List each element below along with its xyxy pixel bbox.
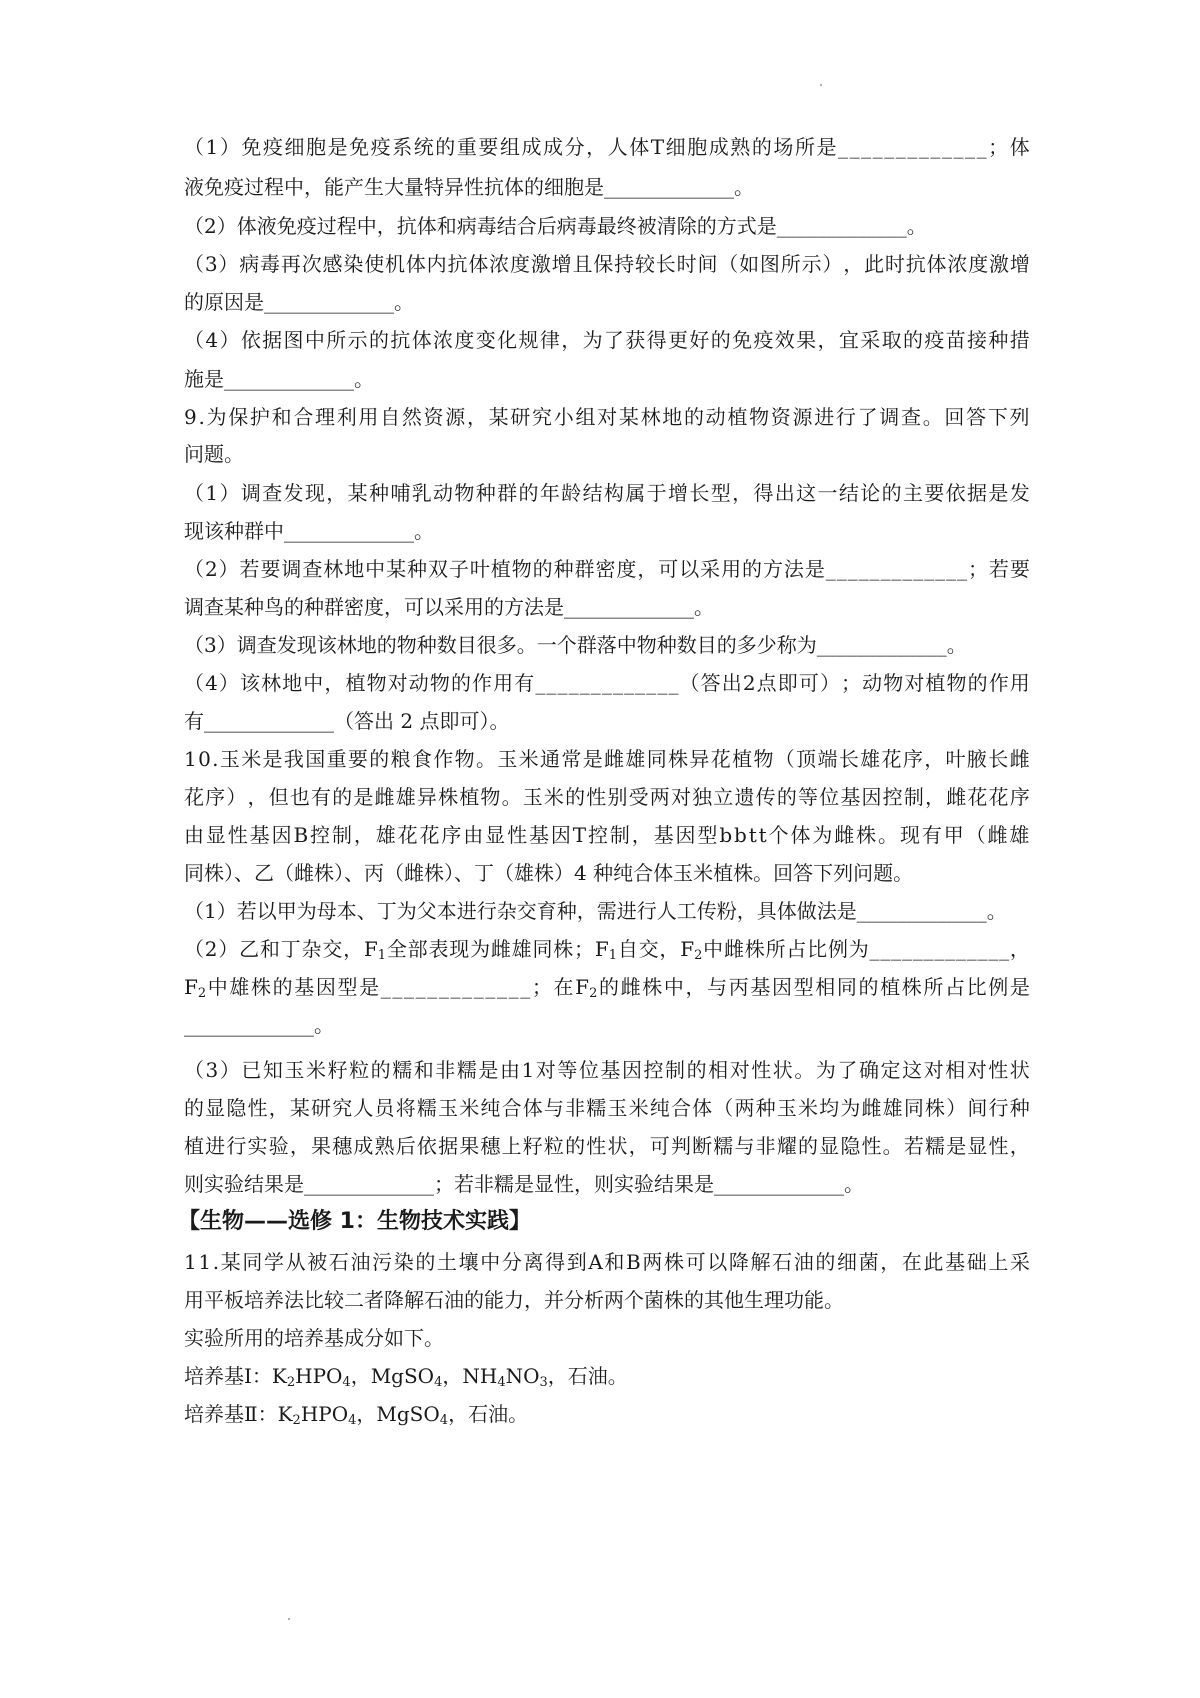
q8-1-line-2: 液免疫过程中，能产生大量特异性抗体的细胞是_____________。 [184, 175, 754, 199]
q8-4-line-2: 施是_____________。 [184, 367, 374, 391]
q9-stem-line-2: 问题。 [184, 442, 244, 466]
scan-dot [820, 84, 822, 86]
q10-3-line-2: 的 显 隐 性 ， 某 研 究 人 员 将 糯 玉 米 纯 合 体 与 非 糯 玉 米 纯 合 体 （ 两 种 玉 米 均 为 雌 雄 同 株 ） 间 行 种 [184, 1096, 1030, 1120]
q8-3-line-1: （ 3 ） 病 毒 再 次 感 染 使 机 体 内 抗 体 浓 度 激 增 且 保 持 较 长 时 间 （ 如 图 所 示 ） ， 此 时 抗 体 浓 度 激 增 [184, 252, 1030, 276]
q9-3-line: （3）调查发现该林地的物种数目很多。一个群落中物种数目的多少称为_____________。 [184, 633, 967, 657]
q11-stem-line-2: 用平板培养法比较二者降解石油的能力，并分析两个菌株的其他生理功能。 [184, 1288, 844, 1312]
q10-1-line: （1）若以甲为母本、丁为父本进行杂交育种，需进行人工传粉，具体做法是_____________。 [184, 899, 1007, 923]
q9-1-line-2: 现该种群中_____________。 [184, 519, 434, 543]
section-heading: 【生物——选修 1：生物技术实践】 [178, 1209, 531, 1234]
q8-1-line-1: （ 1 ） 免 疫 细 胞 是 免 疫 系 统 的 重 要 组 成 成 分 ， 人 体 T 细 胞 成 熟 的 场 所 是 _ _ _ _ _ _ _ _ _ _ _ _ _ ； 体 [184, 135, 1030, 159]
q11-stem-line-1: 1 1 . 某 同 学 从 被 石 油 污 染 的 土 壤 中 分 离 得 到 A 和 B 两 株 可 以 降 解 石 油 的 细 菌 ， 在 此 基 础 上 采 [184, 1250, 1030, 1274]
q9-4-line-2: 有_____________（答出 2 点即可）。 [184, 709, 510, 733]
q10-3-line-4: 则实验结果是_____________；若非糯是显性，则实验结果是_____________。 [184, 1172, 864, 1196]
q10-2-line-3: _____________。 [184, 1013, 334, 1037]
q9-1-line-1: （ 1 ） 调 查 发 现 ， 某 种 哺 乳 动 物 种 群 的 年 龄 结 构 属 于 增 长 型 ， 得 出 这 一 结 论 的 主 要 依 据 是 发 [184, 481, 1030, 505]
q11-stem-line-3: 实验所用的培养基成分如下。 [184, 1326, 444, 1350]
q9-2-line-1: （ 2 ） 若 要 调 查 林 地 中 某 种 双 子 叶 植 物 的 种 群 密 度 ， 可 以 采 用 的 方 法 是 _ _ _ _ _ _ _ _ _ _ _ _ _ ； 若 要 [184, 557, 1030, 581]
q9-2-line-2: 调查某种鸟的种群密度，可以采用的方法是_____________。 [184, 595, 714, 619]
q10-2-line-1: （ 2 ） 乙 和 丁 杂 交 ， $F_1$ 全 部 表 现 为 雌 雄 同 株 ； $F_1$ 自 交 ， $F_2$ 中 雌 株 所 占 比 例 为 _ _ _ _ _ _ _ _ _ _ _ _ _ ， [184, 937, 1030, 963]
q8-2-line: （2）体液免疫过程中，抗体和病毒结合后病毒最终被清除的方式是_____________。 [184, 214, 927, 238]
q9-4-line-1: （ 4 ） 该 林 地 中 ， 植 物 对 动 物 的 作 用 有 _ _ _ _ _ _ _ _ _ _ _ _ _ （ 答 出 2 点 即 可 ） ； 动 物 对 植 物 的 作 用 [184, 671, 1030, 695]
q8-3-line-2: 的原因是_____________。 [184, 290, 414, 314]
q10-stem-line-3: 由 显 性 基 因 B 控 制 ， 雄 花 花 序 由 显 性 基 因 T 控 制 ， 基 因 型 b b t t 个 体 为 雌 株 。 现 有 甲 （ 雌 雄 [184, 823, 1030, 847]
q10-stem-line-4: 同株）、乙（雌株）、丙（雌株）、丁（雄株）4 种纯合体玉米植株。回答下列问题。 [184, 861, 914, 885]
q10-3-line-1: （ 3 ） 已 知 玉 米 籽 粒 的 糯 和 非 糯 是 由 1 对 等 位 基 因 控 制 的 相 对 性 状 。 为 了 确 定 这 对 相 对 性 状 [184, 1058, 1030, 1082]
q10-stem-line-1: 1 0 . 玉 米 是 我 国 重 要 的 粮 食 作 物 。 玉 米 通 常 是 雌 雄 同 株 异 花 植 物 （ 顶 端 长 雄 花 序 ， 叶 腋 长 雌 [184, 747, 1030, 771]
q10-stem-line-2: 花 序 ） ， 但 也 有 的 是 雌 雄 异 株 植 物 。 玉 米 的 性 别 受 两 对 独 立 遗 传 的 等 位 基 因 控 制 ， 雌 花 花 序 [184, 785, 1030, 809]
q10-2-line-2: $F_2$ 中 雄 株 的 基 因 型 是 _ _ _ _ _ _ _ _ _ _ _ _ _ ； 在 $F_2$ 的 雌 株 中 ， 与 丙 基 因 型 相 同 的 植 株 所 占 比 例 是 [184, 975, 1030, 1001]
scan-dot [288, 1618, 290, 1620]
medium-2-line: 培养基Ⅱ：$K_2HPO_4$，MgSO$_4$，石油。 [184, 1402, 529, 1428]
q8-4-line-1: （ 4 ） 依 据 图 中 所 示 的 抗 体 浓 度 变 化 规 律 ， 为 了 获 得 更 好 的 免 疫 效 果 ， 宜 采 取 的 疫 苗 接 种 措 [184, 328, 1030, 352]
q10-3-line-3: 植 进 行 实 验 ， 果 穗 成 熟 后 依 据 果 穗 上 籽 粒 的 性 状 ， 可 判 断 糯 与 非 耀 的 显 隐 性 。 若 糯 是 显 性 ， [184, 1134, 1030, 1158]
medium-1-line: 培养基Ⅰ：$K_2HPO_4$，MgSO$_4$，$NH_4NO_3$，石油。 [184, 1364, 628, 1390]
q9-stem-line-1: 9 . 为 保 护 和 合 理 利 用 自 然 资 源 ， 某 研 究 小 组 对 某 林 地 的 动 植 物 资 源 进 行 了 调 查 。 回 答 下 列 [184, 405, 1030, 429]
